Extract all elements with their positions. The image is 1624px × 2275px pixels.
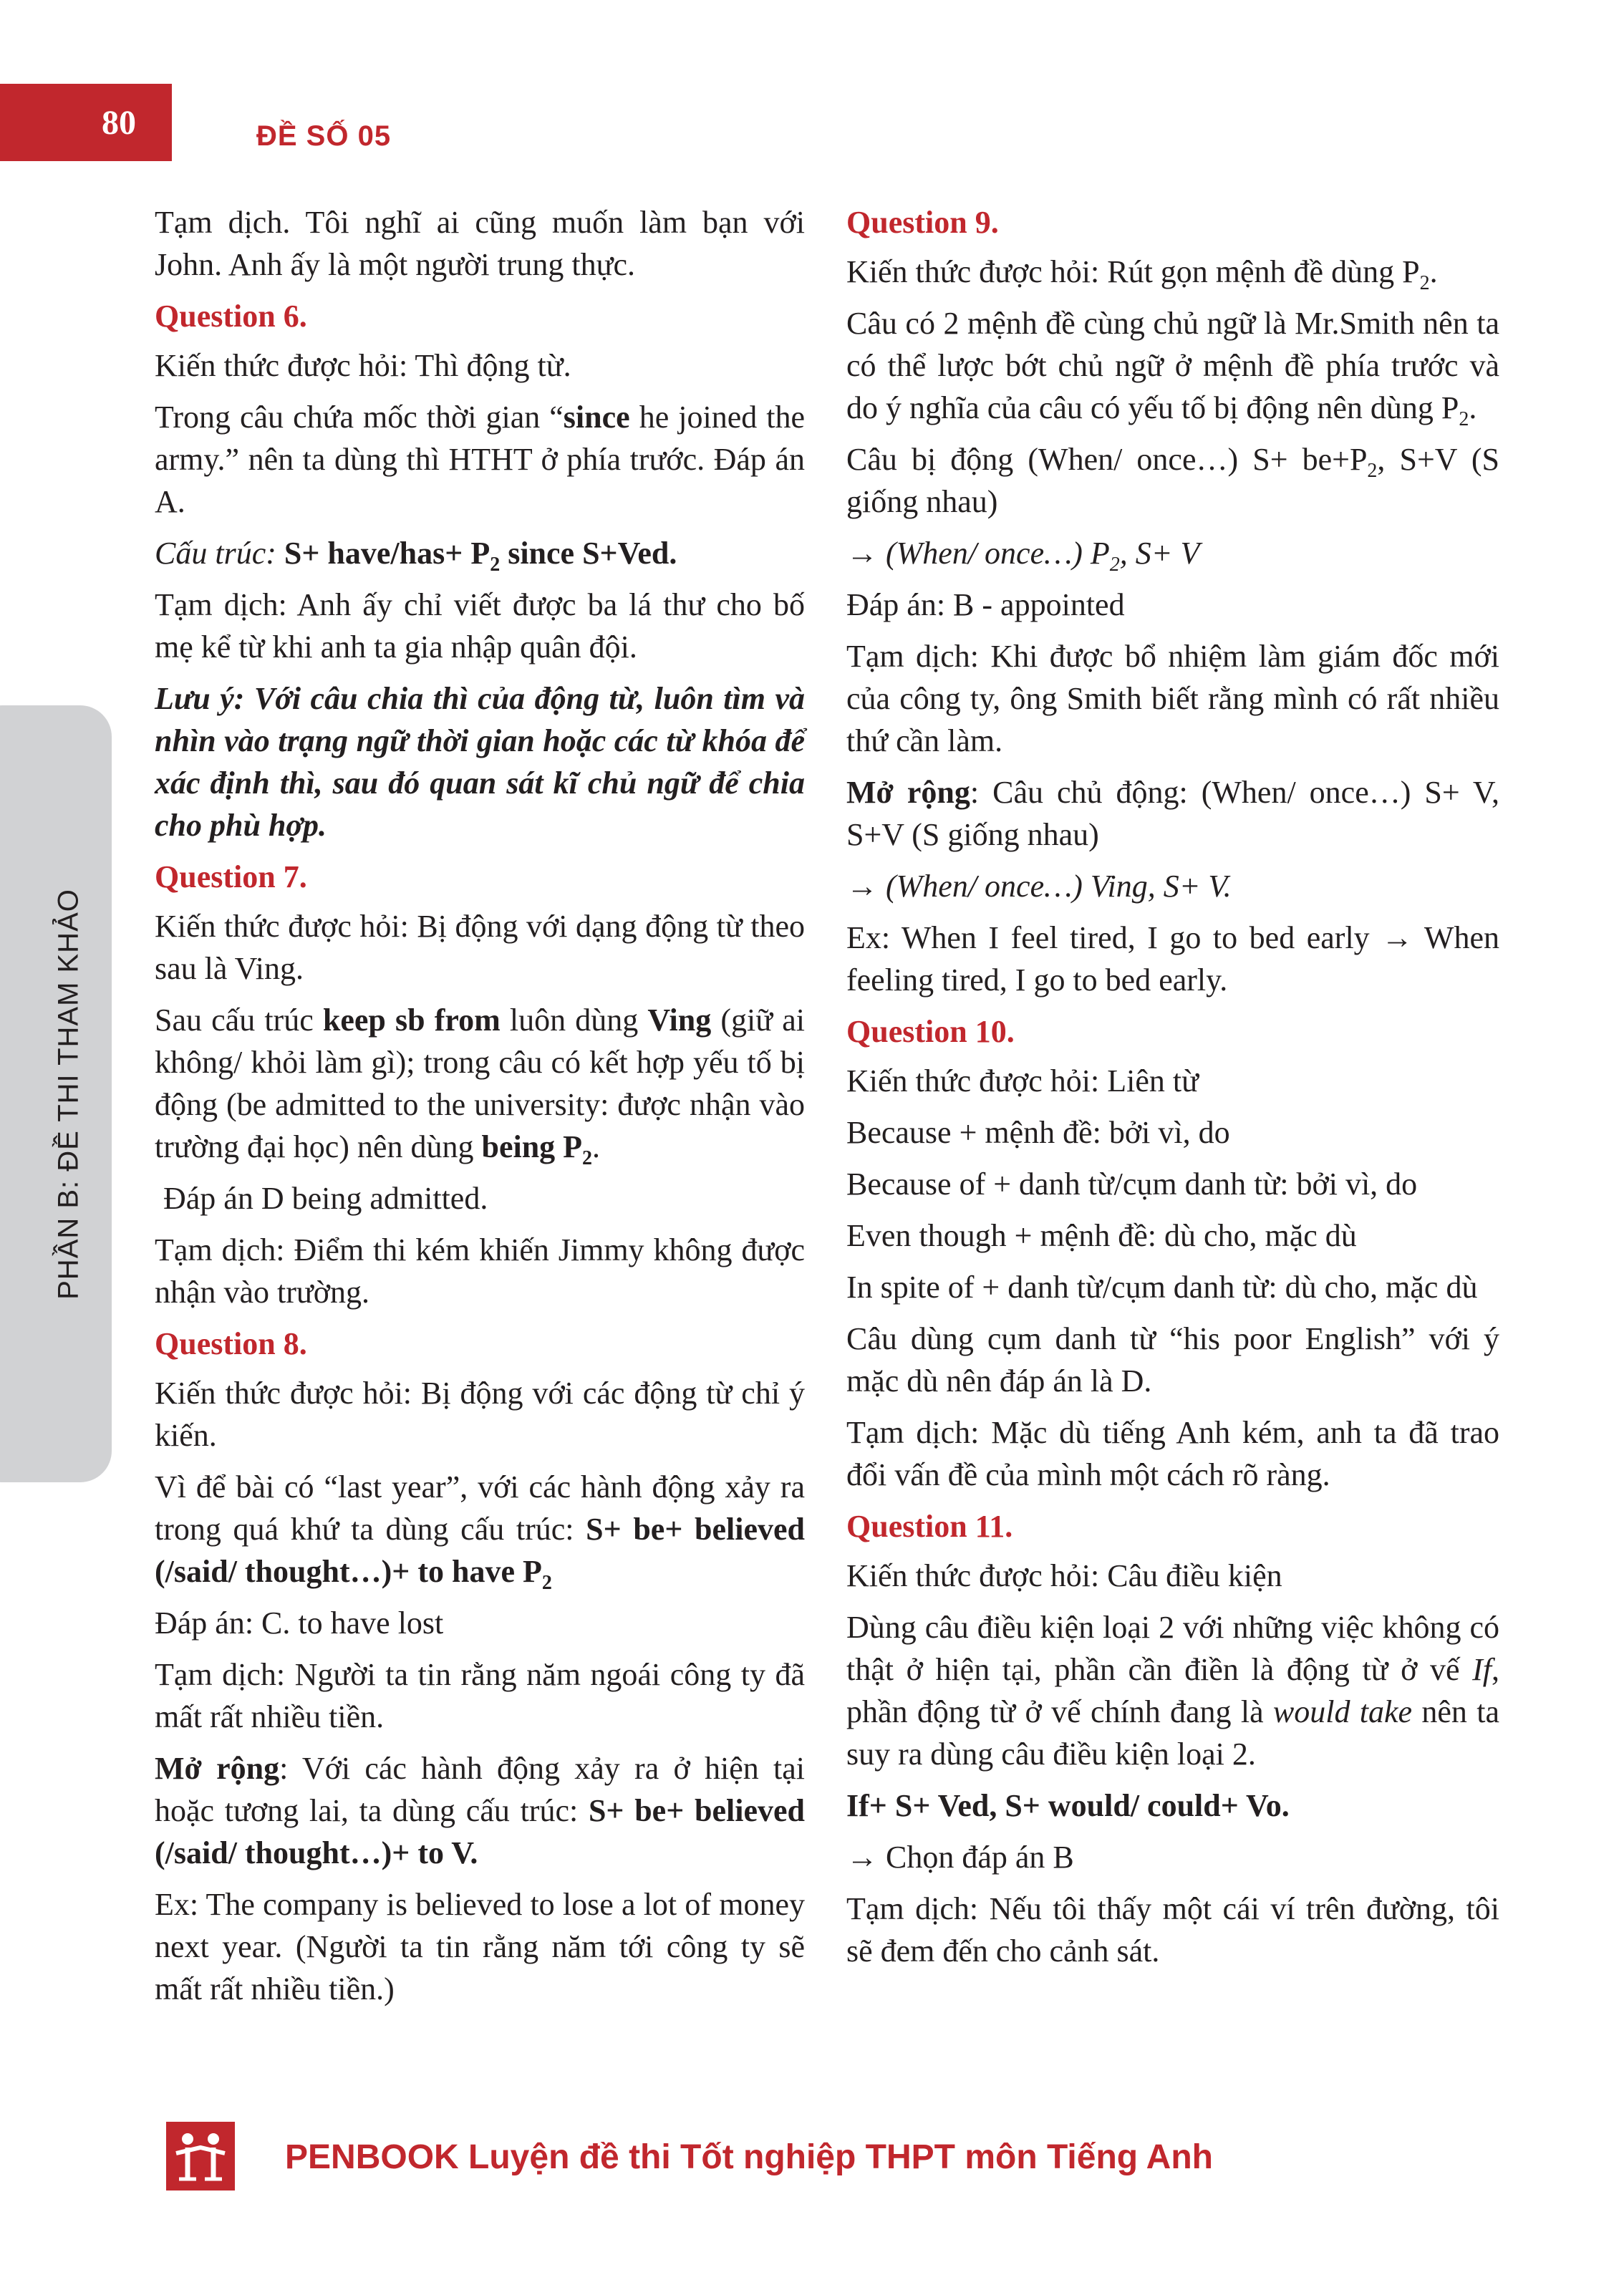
list-item: Because of + danh từ/cụm danh từ: bởi vì, do xyxy=(846,1167,1418,1202)
page-number-box xyxy=(0,84,172,161)
page-number: 80 xyxy=(102,103,136,142)
penbook-logo-icon xyxy=(166,2122,235,2191)
left-column xyxy=(155,201,805,2019)
paragraph: Câu bị động (When/ once…) $S+ be+P_2$, S+V (S giống nhau) xyxy=(846,442,1499,519)
translation: Tạm dịch: Nếu tôi thấy một cái ví trên đường, tôi sẽ đem đến cho cảnh sát. xyxy=(846,1891,1499,1969)
example: Ex: The company is believed to lose a lot of money next year. (Người ta tin rằng năm tới công ty sẽ mất rất nhiều tiền.) xyxy=(155,1887,805,2006)
section-title: ĐỀ SỐ 05 xyxy=(256,120,392,152)
paragraph: Kiến thức được hỏi: Thì động từ. xyxy=(155,348,571,383)
side-tab-label: PHẦN B: ĐỀ THI THAM KHẢO xyxy=(52,889,84,1300)
structure: Cấu trúc: S+ have/has+ $P_2$ since S+Ved. xyxy=(155,536,677,576)
example: Ex: When I feel tired, I go to bed early → When feeling tired, I go to bed early. xyxy=(846,920,1499,998)
question-7-heading: Question 7. xyxy=(155,859,307,894)
paragraph: Trong câu chứa mốc thời gian “since he joined the army.” nên ta dùng thì HTHT ở phía trước. Đáp án A. xyxy=(155,400,805,519)
question-11-heading: Question 11. xyxy=(846,1509,1013,1544)
paragraph: Kiến thức được hỏi: Bị động với dạng động từ theo sau là Ving. xyxy=(155,909,805,986)
paragraph: Vì để bài có “last year”, với các hành động xảy ra trong quá khứ ta dùng cấu trúc: S+ be+ believed (/said/ thought…)+ to have $P_2$ xyxy=(155,1469,806,1594)
translation: Tạm dịch: Anh ấy chỉ viết được ba lá thư cho bố mẹ kể từ khi anh ta gia nhập quân đội. xyxy=(155,587,805,665)
translation: Tạm dịch: Mặc dù tiếng Anh kém, anh ta đã trao đổi vấn đề của mình một cách rõ ràng. xyxy=(846,1415,1499,1492)
list-item: Even though + mệnh đề: dù cho, mặc dù xyxy=(846,1218,1357,1253)
right-column xyxy=(846,201,1499,1981)
footer-title: PENBOOK Luyện đề thi Tốt nghiệp THPT môn Tiếng Anh xyxy=(285,2138,1213,2176)
paragraph: Kiến thức được hỏi: Câu điều kiện xyxy=(846,1558,1282,1593)
arrow-structure: → (When/ once…) Ving, S+ V. xyxy=(846,869,1232,904)
paragraph: Câu dùng cụm danh từ “his poor English” với ý mặc dù nên đáp án là D. xyxy=(846,1321,1499,1399)
translation: Tạm dịch: Người ta tin rằng năm ngoái công ty đã mất rất nhiều tiền. xyxy=(155,1657,805,1734)
question-10-heading: Question 10. xyxy=(846,1014,1015,1049)
question-8-heading: Question 8. xyxy=(155,1326,307,1361)
note: Lưu ý: Với câu chia thì của động từ, luôn tìm và nhìn vào trạng ngữ thời gian hoặc các từ khóa để xác định thì, sau đó quan sát kĩ chủ ngữ để chia cho phù hợp. xyxy=(155,681,805,843)
list-item: In spite of + danh từ/cụm danh từ: dù cho, mặc dù xyxy=(846,1270,1478,1305)
paragraph: Kiến thức được hỏi: Bị động với các động từ chỉ ý kiến. xyxy=(155,1376,805,1453)
answer: Đáp án: C. to have lost xyxy=(155,1605,444,1641)
translation: Tạm dịch: Điểm thi kém khiến Jimmy không được nhận vào trường. xyxy=(155,1232,805,1310)
list-item: Because + mệnh đề: bởi vì, do xyxy=(846,1115,1230,1150)
answer: Đáp án: B - appointed xyxy=(846,587,1125,622)
paragraph: Kiến thức được hỏi: Liên từ xyxy=(846,1063,1199,1098)
extension: Mở rộng: Với các hành động xảy ra ở hiện tại hoặc tương lai, ta dùng cấu trúc: S+ be+ believed (/said/ thought…)+ to V. xyxy=(155,1751,805,1870)
arrow-structure: → (When/ once…) $P_2$, S+ V xyxy=(846,536,1200,576)
question-6-heading: Question 6. xyxy=(155,299,307,334)
paragraph: Sau cấu trúc keep sb from luôn dùng Ving (giữ ai không/ khỏi làm gì); trong câu có kết hợp yếu tố bị động (be admitted to the university: được nhận vào trường đại học) nên dùng being $P_2$. xyxy=(155,1003,805,1169)
structure: If+ S+ Ved, S+ would/ could+ Vo. xyxy=(846,1788,1290,1823)
paragraph: Tạm dịch. Tôi nghĩ ai cũng muốn làm bạn với John. Anh ấy là một người trung thực. xyxy=(155,205,805,282)
translation: Tạm dịch: Khi được bổ nhiệm làm giám đốc mới của công ty, ông Smith biết rằng mình có rất nhiều thứ cần làm. xyxy=(846,639,1499,758)
paragraph: Kiến thức được hỏi: Rút gọn mệnh đề dùng $P_2$. xyxy=(846,254,1438,294)
paragraph: Dùng câu điều kiện loại 2 với những việc không có thật ở hiện tại, phần cần điền là động từ ở vế If, phần động từ ở vế chính đang là would take nên ta suy ra dùng câu điều kiện loại 2. xyxy=(846,1610,1499,1772)
answer: → Chọn đáp án B xyxy=(846,1840,1074,1875)
paragraph: Câu có 2 mệnh đề cùng chủ ngữ là Mr.Smith nên ta có thể lược bớt chủ ngữ ở mệnh đề phía trước và do ý nghĩa của câu có yếu tố bị động nên dùng $P_2$. xyxy=(846,306,1499,430)
answer: Đáp án D being admitted. xyxy=(163,1181,488,1216)
question-9-heading: Question 9. xyxy=(846,205,999,240)
extension: Mở rộng: Câu chủ động: (When/ once…) S+ V, S+V (S giống nhau) xyxy=(846,775,1499,852)
